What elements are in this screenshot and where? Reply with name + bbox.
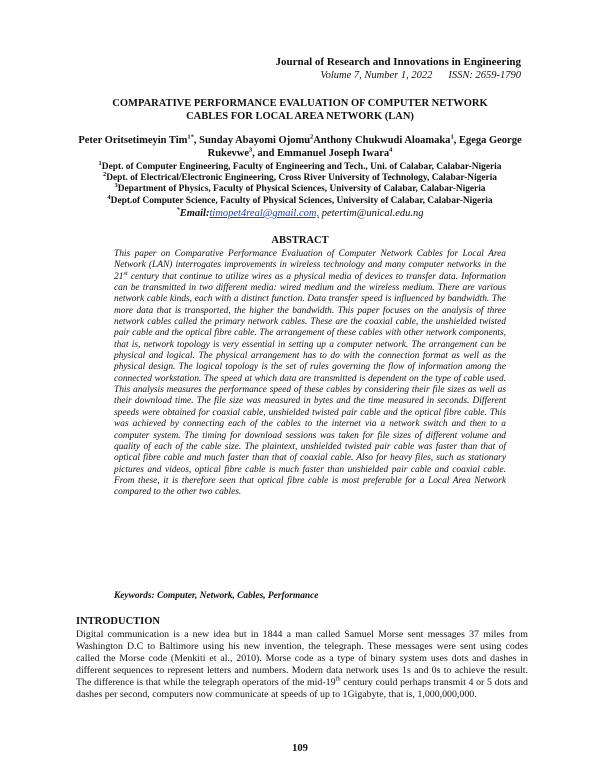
author-affil-mark: 2 xyxy=(310,133,314,141)
journal-title: Journal of Research and Innovations in Engineering xyxy=(275,56,521,68)
abstract-body xyxy=(114,249,506,499)
author-name: Anthony Chukwudi Aloamaka xyxy=(313,135,451,146)
abstract-text-cont: century that continue to utilize wires as a physical media of devices to transfer data. Information can be transmitted in two different media: wired medium and the wireless medium. There are various network cable kinds, each with a distinct function. Data transfer speed is influenced by bandwidth. The more data that is transported, the higher the bandwidth. This paper focuses on the analysis of three network cables called the primary network cables. These are the coaxial cable, the unshielded twisted pair cable and the optical fibre cable. The arrangement of these cables with other network components, that is, network topology is very essential in setting up a computer network. The arrangement can be physical and logical. The physical arrangement has to do with the connection format as well as the physical design. The logical topology is the set of rules governing the flow of information among the connected workstation. The speed at which data are transmitted is dependent on the type of cable used. This analysis measures the performance speed of these cables by considering their file sizes as well as their download time. The file size was measured in bytes and the time measured in seconds. Different speeds were obtained for coaxial cable, unshielded twisted pair cable and the optical fibre cable. This was achieved by connecting each of the cables to the internet via a network switch and then to a computer system. The timing for download sessions was taken for file sizes of different volume and quality of each of the cable size. The plaintext, unshielded twisted pair cable was faster than that of optical fibre cable and much faster than that of coaxial cable. Also for heavy files, such as stationary pictures and videos, optical fibre cable is much faster than unshielded pair cable and coaxial cable. From these, it is therefore seen that optical fibre cable is most preferable for a Local Area Network compared to the other two cables. xyxy=(114,271,506,498)
intro-text-cont: century could perhaps transmit 4 or 5 dots and dashes per second, computers now communicate at speeds of up to 1Gigabyte, that is, 1,000,000,000. xyxy=(76,676,528,700)
paper-title xyxy=(70,98,530,123)
affiliation-text: Dept. of Electrical/Electronic Engineering, Cross River University of Technology, Calabar-Nigeria xyxy=(106,173,497,184)
keywords: Keywords: Computer, Network, Cables, Performance xyxy=(114,591,319,601)
affiliation-number: 2 xyxy=(102,171,107,179)
affiliation-number: 3 xyxy=(114,182,118,190)
author-name: , Sunday Abayomi Ojomu xyxy=(193,135,311,146)
abstract-text: This paper on Comparative Performance Evaluation of Computer Network Cables for Local Area Network (LAN) interrogates improvements in wireless technology and many computer networks in the 21 xyxy=(114,249,506,282)
author-affil-mark: 1 xyxy=(450,133,454,141)
affiliation-text: Dept. of Computer Engineering, Faculty of Engineering and Tech., Uni. of Calabar, Calabar-Nigeria xyxy=(101,162,502,172)
author-affil-mark: 4 xyxy=(389,146,393,153)
affiliation xyxy=(60,184,540,195)
abstract-heading: ABSTRACT xyxy=(271,235,329,246)
author-name: , and Emmanuel Joseph Iwara xyxy=(252,147,390,159)
journal-meta xyxy=(275,69,521,82)
affiliations xyxy=(60,159,540,207)
journal-issn: ISSN: 2659-1790 xyxy=(448,70,521,81)
email-line xyxy=(80,208,520,220)
corresponding-mark: * xyxy=(176,206,180,214)
affiliation-number: 1 xyxy=(98,159,102,167)
intro-text: Digital communication is a new idea but in 1844 a man called Samuel Morse sent messages 37 miles from Washington D.C to Baltimore using his new invention, the telegraph. These messages were sent using codes called the Morse code (Menkiti et al., 2010). Morse code as a type of binary system uses dots and dashes in different sequences to represent letters and numbers. Modern data network uses 1s and 0s to achieve the result. The difference is that while the telegraph operators of the mid-19 xyxy=(76,629,528,688)
journal-volume: Volume 7, Number 1, 2022 xyxy=(320,70,433,81)
introduction-heading: INTRODUCTION xyxy=(76,616,161,627)
email-secondary: petertim@unical.edu.ng xyxy=(319,208,424,219)
affiliation xyxy=(60,159,540,173)
author-list xyxy=(70,135,530,160)
title-line-1: COMPARATIVE PERFORMANCE EVALUATION OF COMPUTER NETWORK xyxy=(112,98,488,109)
author-affil-mark: 1* xyxy=(187,133,194,141)
email-link[interactable]: timopet4real@gmail.com, xyxy=(209,208,320,219)
author-name: , Egega George Rukevwe xyxy=(207,135,522,159)
title-line-2: CABLES FOR LOCAL AREA NETWORK (LAN) xyxy=(186,110,414,122)
affiliation xyxy=(60,193,540,207)
author-name: Peter Oritsetimeyin Tim xyxy=(78,135,188,146)
affiliation xyxy=(60,173,540,184)
affiliation-text: Dept.of Computer Science, Faculty of Physical Sciences, University of Calabar, Calabar-Nigeria xyxy=(110,195,493,206)
affiliation-text: Department of Physics, Faculty of Physical Sciences, University of Calabar, Calabar-Nigeria xyxy=(117,184,486,195)
page-number: 109 xyxy=(292,743,308,754)
journal-header xyxy=(275,56,521,82)
affiliation-number: 4 xyxy=(107,193,111,201)
email-label: Email: xyxy=(179,208,210,219)
introduction-body xyxy=(76,629,528,700)
abstract-superscript: st xyxy=(123,269,128,277)
intro-superscript: th xyxy=(335,675,341,683)
author-affil-mark: 3 xyxy=(249,146,253,153)
